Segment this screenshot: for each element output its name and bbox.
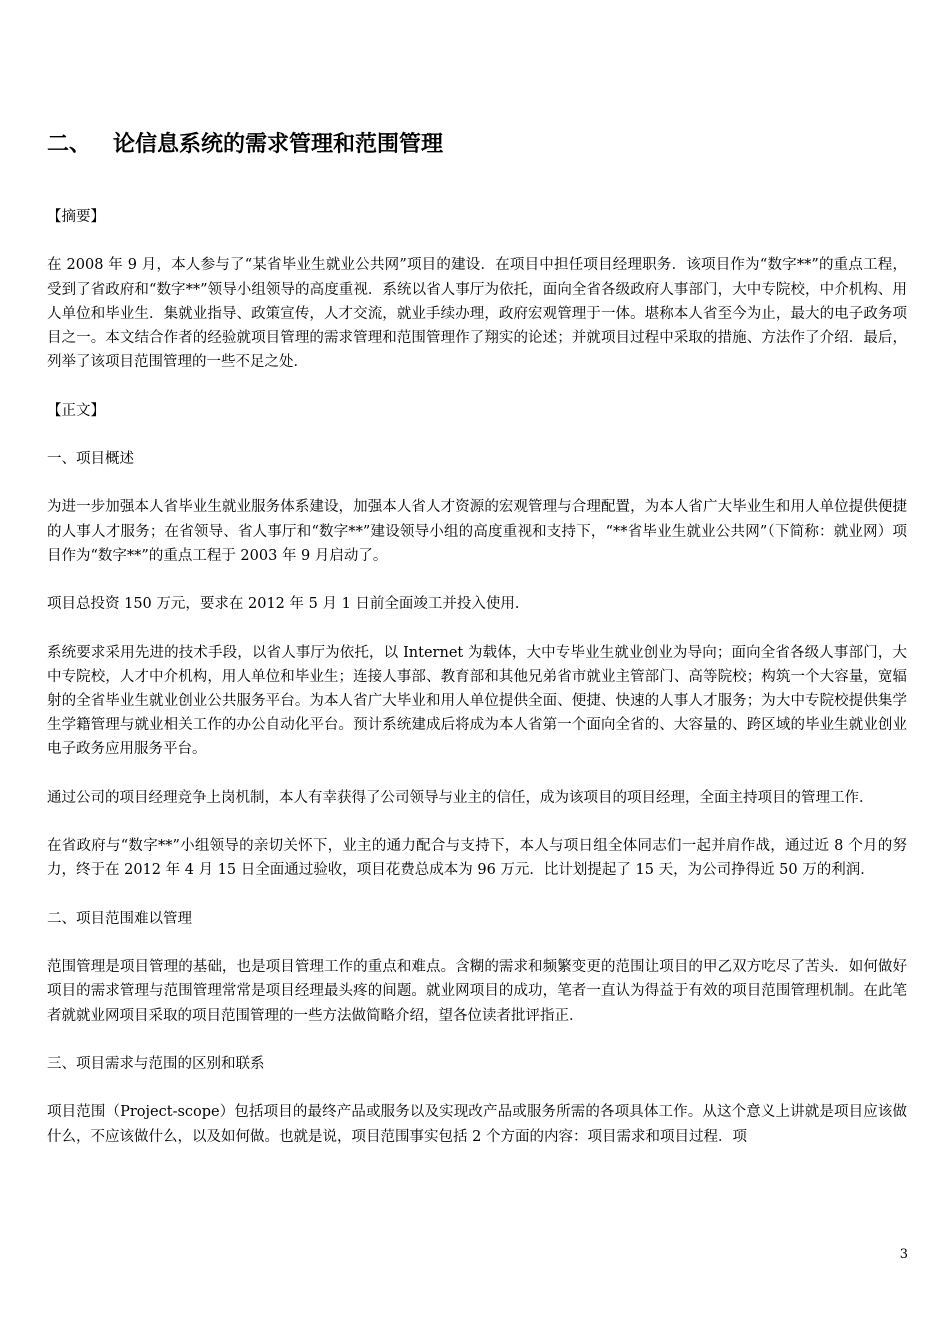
section3-paragraph-1: 项目范围（Project-scope）包括项目的最终产品或服务以及实现改产品或服务所需的各项具体工作。从这个意义上讲就是项目应该做什么，不应该做什么，以及如何做。也就是说，项目范围事实包括 2 个方面的内容：项目需求和项目过程．项: [47, 1104, 907, 1145]
section1-paragraph-4: 通过公司的项目经理竞争上岗机制，本人有幸获得了公司领导与业主的信任，成为该项目的项目经理，全面主持项目的管理工作．: [47, 789, 874, 806]
abstract-label: 【摘要】: [47, 209, 105, 225]
heading-number: 二、: [47, 132, 92, 157]
section-heading: [47, 130, 907, 160]
body-label: 【正文】: [47, 402, 105, 419]
abstract-paragraph: 在 2008 年 9 月，本人参与了“某省毕业生就业公共网”项目的建设．在项目中担任项目经理职务．该项目作为“数字**”的重点工程，受到了省政府和“数字**”领导小组领导的高度重视．系统以省人事厅为依托，面向全省各级政府人事部门，大中专院校，中介机构、用人单位和毕业生．集就业指导、政策宣传，人才交流，就业手续办理，政府宏观管理于一体。堪称本人省至今为止，最大的电子政务项目之一。本文结合作者的经验就项目管理的需求管理和范围管理作了翔实的论述；并就项目过程中采取的措施、方法作了介绍．最后，列举了该项目范围管理的一些不足之处．: [47, 257, 907, 371]
section2-title: 二、项目范围难以管理: [47, 910, 192, 927]
section3-title: 三、项目需求与范围的区别和联系: [47, 1055, 265, 1072]
section1-paragraph-1: 为进一步加强本人省毕业生就业服务体系建设，加强本人省人才资源的宏观管理与合理配置，为本人省广大毕业生和用人单位提供便捷的人事人才服务；在省领导、省人事厅和“数字**”建设领导小组的高度重视和支持下，“**省毕业生就业公共网”（下简称：就业网）项目作为“数字**”的重点工程于 2003 年 9 月启动了。: [47, 499, 907, 564]
page-number: 3: [899, 1247, 908, 1262]
section2-paragraph-1: 范围管理是项目管理的基础，也是项目管理工作的重点和难点。含糊的需求和频繁变更的范围让项目的甲乙双方吃尽了苦头．如何做好项目的需求管理与范围管理常常是项目经理最头疼的间题。就业网项目的成功，笔者一直认为得益于有效的项目范围管理机制。在此笔者就就业网项目采取的项目范围管理的一些方法做简略介绍，望各位读者批评指正．: [47, 959, 907, 1024]
section1-paragraph-2: 项目总投资 150 万元，要求在 2012 年 5 月 1 日前全面竣工并投入使用．: [47, 596, 530, 613]
section1-paragraph-3: 系统要求采用先进的技术手段，以省人事厅为依托，以 Internet 为载体，大中专毕业生就业创业为导向；面向全省各级人事部门，大中专院校，人才中介机构，用人单位和毕业生；连接人事部、教育部和其他兄弟省市就业主管部门、高等院校；构筑一个大容量，宽辐射的全省毕业生就业创业公共服务平台。为本人省广大毕业和用人单位提供全面、便捷、快速的人事人才服务；为大中专院校提供集学生学籍管理与就业相关工作的办公自动化平台。预计系统建成后将成为本人省第一个面向全省的、大容量的、跨区域的毕业生就业创业电子政务应用服务平台。: [47, 644, 907, 758]
section1-paragraph-5: 在省政府与“数字**”小组领导的亲切关怀下，业主的通力配合与支持下，本人与项日组全体同志们一起并肩作战，通过近 8 个月的努力，终于在 2012 年 4 月 15 日全面通过验收，项目花费总成本为 96 万元．比计划提起了 15 天，为公司挣得近 50 万的利润．: [47, 838, 907, 879]
section1-title: 一、项目概述: [47, 450, 134, 467]
document-body: [47, 205, 907, 1173]
heading-title: 论信息系统的需求管理和范围管理: [113, 132, 444, 157]
